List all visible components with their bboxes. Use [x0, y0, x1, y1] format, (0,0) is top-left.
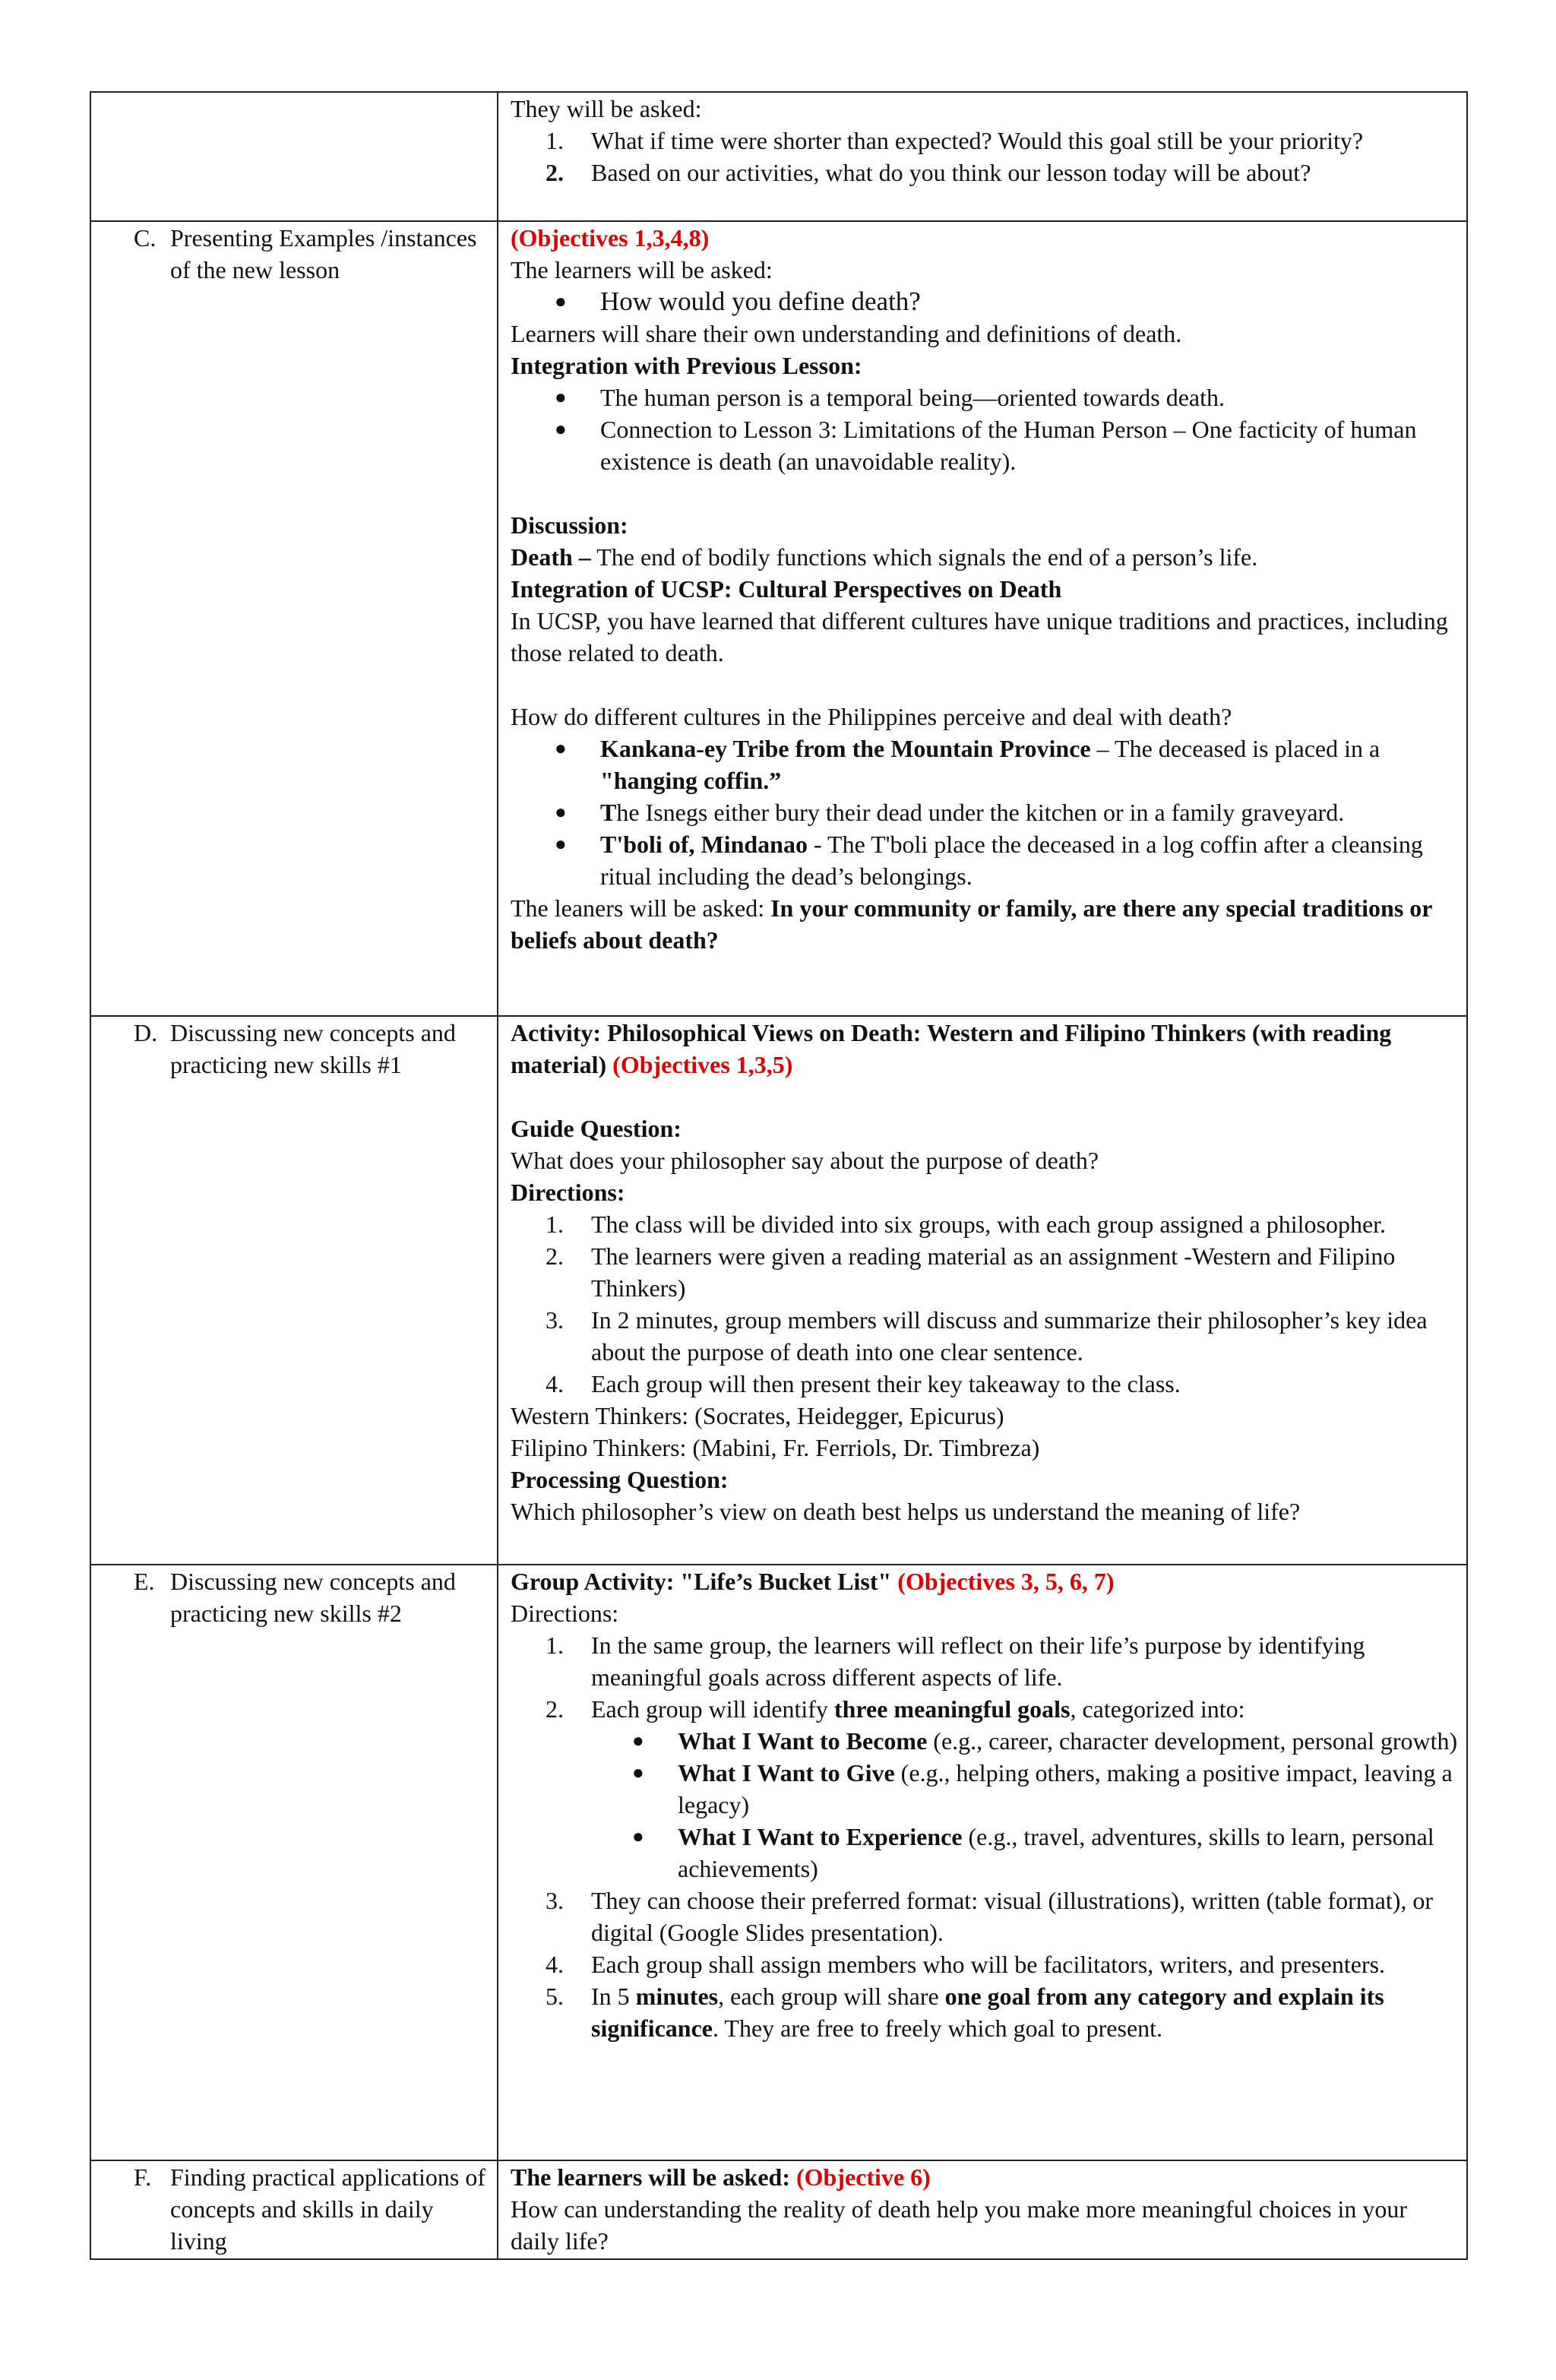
- row-letter: F.: [134, 2163, 152, 2191]
- table-row-e: [90, 1565, 1467, 2160]
- list-item: 5. In 5 minutes, each group will share one goal from any category and explain its significance. They are free to freely which goal to present.: [546, 1983, 1384, 2042]
- western-thinkers: Western Thinkers: (Socrates, Heidegger, Epicurus): [511, 1402, 1004, 1429]
- list-item: 4. Each group will then present their key takeaway to the class.: [546, 1370, 1181, 1397]
- bullet-icon: ●: [555, 737, 567, 759]
- row-d-content-cell: [498, 1016, 1467, 1565]
- list-item: ● Connection to Lesson 3: Limitations of the Human Person – One facticity of human existence is death (an unavoidable reality).: [511, 413, 1460, 477]
- row-c-label-cell: [90, 221, 498, 1016]
- integration-heading: Integration with Previous Lesson:: [511, 352, 862, 379]
- row-c-content-cell: [498, 221, 1467, 1016]
- list-item: ● What I Want to Become (e.g., career, character development, personal growth): [511, 1725, 1460, 1757]
- list-item: 1. In the same group, the learners will reflect on their life’s purpose by identifying meaningful goals across different aspects of life.: [546, 1632, 1365, 1691]
- asked-intro: They will be asked:: [511, 95, 702, 122]
- list-item: ● What I Want to Give (e.g., helping others, making a positive impact, leaving a legacy): [511, 1757, 1460, 1821]
- bullet-icon: ●: [555, 418, 567, 440]
- table-row-d: [90, 1016, 1467, 1565]
- final-question: The leaners will be asked: In your community or family, are there any special traditions or beliefs about death?: [511, 894, 1432, 954]
- share-text: Learners will share their own understanding and definitions of death.: [511, 320, 1182, 347]
- list-item: ● The human person is a temporal being—oriented towards death.: [511, 381, 1460, 413]
- practical-question: How can understanding the reality of death help you make more meaningful choices in your daily life?: [511, 2195, 1408, 2255]
- activity-title: Group Activity: "Life’s Bucket List" (Objectives 3, 5, 6, 7): [511, 1568, 1115, 1595]
- row-e-content-cell: [498, 1565, 1467, 2160]
- activity-title: Activity: Philosophical Views on Death: Western and Filipino Thinkers (with reading material) (Objectives 1,3,5): [511, 1019, 1392, 1078]
- ucsp-text: In UCSP, you have learned that different cultures have unique traditions and practices, including those related to death.: [511, 607, 1448, 666]
- list-item: 2. The learners were given a reading material as an assignment -Western and Filipino Thinkers): [546, 1242, 1396, 1302]
- processing-heading: Processing Question:: [511, 1466, 729, 1493]
- bullet-icon: ●: [555, 833, 567, 855]
- list-item: 1. The class will be divided into six groups, with each group assigned a philosopher.: [546, 1211, 1387, 1238]
- row-f-content-cell: [498, 2160, 1467, 2259]
- list-item: ● How would you define death?: [555, 286, 921, 316]
- processing-question: Which philosopher’s view on death best helps us understand the meaning of life?: [511, 1498, 1301, 1525]
- row-label: Discussing new concepts and practicing new skills #1: [170, 1019, 456, 1078]
- ucsp-heading: Integration of UCSP: Cultural Perspectives on Death: [511, 575, 1062, 603]
- list-item: 2. Based on our activities, what do you think our lesson today will be about?: [546, 159, 1311, 186]
- list-item: ● What I Want to Experience (e.g., travel, adventures, skills to learn, personal achievements): [511, 1821, 1460, 1885]
- objectives-tag: (Objectives 1,3,4,8): [511, 224, 710, 252]
- list-item: 3. In 2 minutes, group members will discuss and summarize their philosopher’s key idea about the purpose of death into one clear sentence.: [546, 1306, 1428, 1366]
- bullet-icon: ●: [555, 290, 567, 312]
- lesson-plan-table: [90, 91, 1468, 2260]
- bullet-icon: ●: [632, 1730, 644, 1752]
- left-cell-empty: [90, 92, 498, 221]
- row-f-label-cell: [90, 2160, 498, 2259]
- row-letter: D.: [134, 1019, 158, 1046]
- death-definition: Death – The end of bodily functions which signals the end of a person’s life.: [511, 543, 1258, 571]
- guide-question: What does your philosopher say about the purpose of death?: [511, 1147, 1099, 1174]
- list-item: 1. What if time were shorter than expected? Would this goal still be your priority?: [546, 127, 1364, 154]
- bullet-icon: ●: [555, 801, 567, 823]
- table-row-c: [90, 221, 1467, 1016]
- row-label: Finding practical applications of concepts and skills in daily living: [170, 2163, 485, 2255]
- list-item: ● The Isnegs either bury their dead under the kitchen or in a family graveyard.: [511, 796, 1460, 828]
- asked-line: The learners will be asked: (Objective 6): [511, 2163, 931, 2191]
- row-label: Discussing new concepts and practicing new skills #2: [170, 1568, 456, 1627]
- table-row-f: [90, 2160, 1467, 2259]
- guide-heading: Guide Question:: [511, 1115, 682, 1142]
- row-label: Presenting Examples /instances of the new lesson: [170, 224, 477, 283]
- row-letter: E.: [134, 1568, 155, 1595]
- right-cell-continuation: [498, 92, 1467, 221]
- list-item: 2. Each group will identify three meaningful goals, categorized into:: [546, 1695, 1245, 1723]
- lesson-plan-page: [90, 91, 1463, 2260]
- row-d-label-cell: [90, 1016, 498, 1565]
- list-item: ● T'boli of, Mindanao - The T'boli place the deceased in a log coffin after a cleansing ritual including the dead’s belongings.: [511, 828, 1460, 892]
- row-e-label-cell: [90, 1565, 498, 2160]
- list-item: ● Kankana-ey Tribe from the Mountain Province – The deceased is placed in a "hanging coffin.”: [511, 733, 1460, 796]
- list-item: 4. Each group shall assign members who will be facilitators, writers, and presenters.: [546, 1951, 1386, 1978]
- directions-heading: Directions:: [511, 1179, 625, 1206]
- bullet-icon: ●: [632, 1825, 644, 1847]
- directions-label: Directions:: [511, 1600, 619, 1627]
- bullet-icon: ●: [632, 1761, 644, 1783]
- discussion-heading: Discussion:: [511, 511, 628, 539]
- cultures-question: How do different cultures in the Philippines perceive and deal with death?: [511, 703, 1232, 730]
- row-letter: C.: [134, 224, 157, 252]
- bullet-icon: ●: [555, 386, 567, 408]
- table-row-continuation: [90, 92, 1467, 221]
- filipino-thinkers: Filipino Thinkers: (Mabini, Fr. Ferriols, Dr. Timbreza): [511, 1434, 1040, 1461]
- list-item: 3. They can choose their preferred format: visual (illustrations), written (table format), or digital (Google Slides presentation).: [546, 1887, 1434, 1946]
- asked-text: The learners will be asked:: [511, 256, 773, 283]
